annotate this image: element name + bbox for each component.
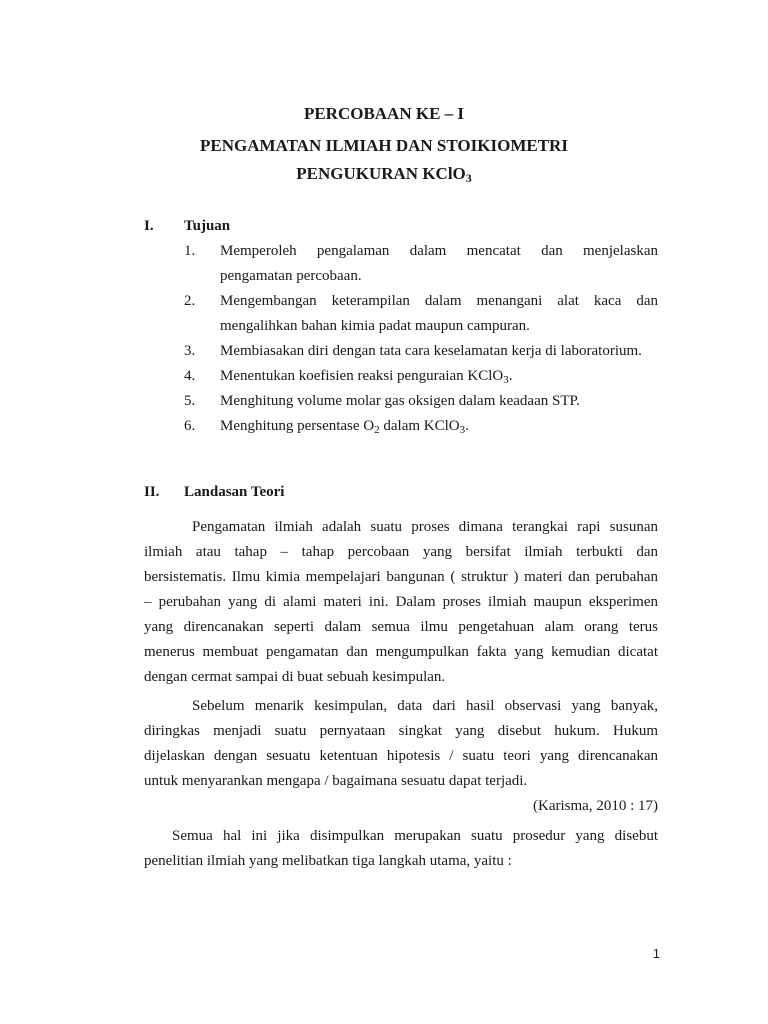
paragraph-line: diringkas menjadi suatu pernyataan singkat yang disebut hukum. Hukum xyxy=(144,723,658,739)
paragraph-line: dijelaskan dengan sesuatu ketentuan hipotesis / suatu teori yang direncanakan xyxy=(144,748,658,764)
subscript: 3 xyxy=(459,424,466,436)
doc-title-line-2: PENGAMATAN ILMIAH DAN STOIKIOMETRI xyxy=(200,136,568,155)
section-2-number: II. xyxy=(144,484,160,500)
paragraph-2 xyxy=(144,694,658,794)
section-1-title: Tujuan xyxy=(184,218,231,234)
list-item-text: Menghitung volume molar gas oksigen dalam keadaan STP. xyxy=(220,393,580,409)
citation: (Karisma, 2010 : 17) xyxy=(533,798,658,814)
paragraph-line: Semua hal ini jika disimpulkan merupakan suatu prosedur yang disebut xyxy=(172,828,658,844)
list-item-text-mid: dalam KClO xyxy=(379,418,460,434)
list-item-text-main: Menentukan koefisien reaksi penguraian KClO xyxy=(220,368,504,384)
paragraph-line: ilmiah atau tahap – tahap percobaan yang bersifat ilmiah terbukti dan xyxy=(144,544,658,560)
list-item-text-end: . xyxy=(508,368,513,384)
section-1-number: I. xyxy=(144,218,154,234)
paragraph-line: Pengamatan ilmiah adalah suatu proses dimana terangkai rapi susunan xyxy=(192,519,658,535)
paragraph-1 xyxy=(144,515,658,690)
doc-title-line-1: PERCOBAAN KE – I xyxy=(303,104,465,123)
doc-title-line-3-subscript: 3 xyxy=(465,171,472,185)
paragraph-line: – perubahan yang di alami materi ini. Dalam proses ilmiah maupun eksperimen xyxy=(144,594,658,610)
doc-title-line-3-text: PENGUKURAN KClO xyxy=(296,164,466,183)
list-item-number: 2. xyxy=(184,293,196,309)
list-item-text: Mengembangan keterampilan dalam menangani alat kaca dan xyxy=(220,293,658,309)
paragraph-line: Sebelum menarik kesimpulan, data dari hasil observasi yang banyak, xyxy=(192,698,658,714)
paragraph-line: penelitian ilmiah yang melibatkan tiga langkah utama, yaitu : xyxy=(144,853,512,869)
list-item-number: 6. xyxy=(184,418,196,434)
list-item-text-cont: pengamatan percobaan. xyxy=(220,268,362,284)
list-item-text xyxy=(220,364,658,389)
list-item-text: Memperoleh pengalaman dalam mencatat dan menjelaskan xyxy=(220,243,658,259)
list-item-number: 5. xyxy=(184,393,196,409)
paragraph-line: untuk menyarankan mengapa / bagaimana sesuatu dapat terjadi. xyxy=(144,773,528,789)
list-item-text-end: . xyxy=(465,418,469,434)
list-item-text xyxy=(220,414,658,439)
list-item-number: 3. xyxy=(184,343,196,359)
list-item-text-main: Menghitung persentase O xyxy=(220,418,375,434)
section-2-title: Landasan Teori xyxy=(184,484,285,500)
list-item-text: Membiasakan diri dengan tata cara keselamatan kerja di laboratorium. xyxy=(220,343,642,359)
subscript: 3 xyxy=(503,374,509,386)
list-item-text-cont: mengalihkan bahan kimia padat maupun campuran. xyxy=(220,318,530,334)
paragraph-line: bersistematis. Ilmu kimia mempelajari bangunan ( struktur ) materi dan perubahan xyxy=(144,569,658,585)
paragraph-line: yang direncanakan seperti dalam semua ilmu pengetahuan alam orang terus xyxy=(144,619,658,635)
list-item-number: 1. xyxy=(184,243,196,259)
paragraph-line: dengan cermat sampai di buat sebuah kesimpulan. xyxy=(144,669,446,685)
list-item-number: 4. xyxy=(184,368,196,384)
paragraph-3 xyxy=(144,824,658,874)
subscript: 2 xyxy=(374,424,380,436)
doc-title-line-3 xyxy=(0,164,768,184)
paragraph-line: menerus membuat pengamatan dan mengumpulkan fakta yang kemudian dicatat xyxy=(144,644,658,660)
page-number: 1 xyxy=(652,946,660,961)
